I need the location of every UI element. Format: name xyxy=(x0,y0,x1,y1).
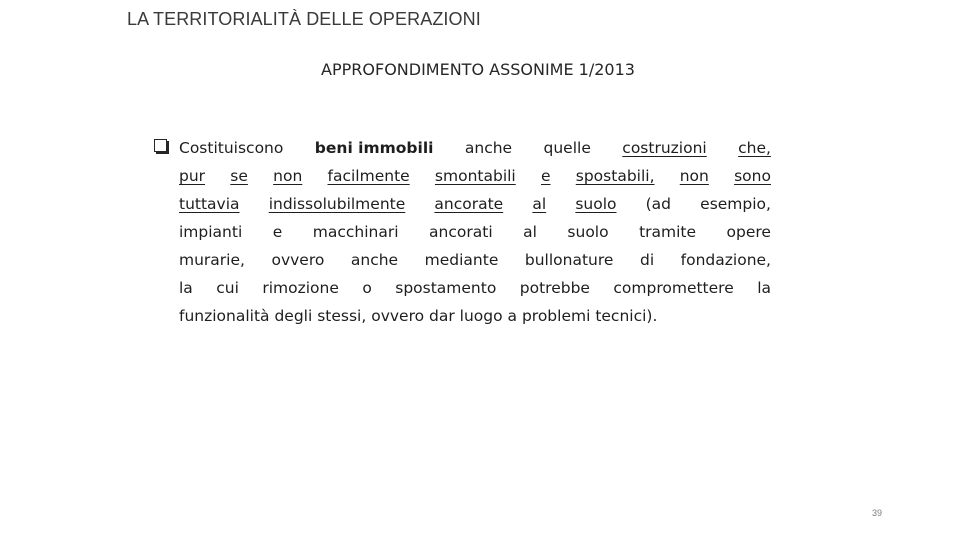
page-number: 39 xyxy=(871,508,882,518)
underlined-word: non xyxy=(273,167,303,185)
text-line-1 xyxy=(179,134,771,162)
text-word: o xyxy=(362,279,372,297)
text-line-3 xyxy=(179,190,771,218)
underlined-word: se xyxy=(230,167,248,185)
underlined-word: non xyxy=(679,167,709,185)
underlined-word: suolo xyxy=(575,195,617,213)
text-line-6 xyxy=(179,274,771,302)
underlined-word: facilmente xyxy=(327,167,410,185)
text-line-7 xyxy=(179,302,771,330)
text-word: suolo xyxy=(567,223,609,241)
text-word: quelle xyxy=(543,139,591,157)
text-word: la xyxy=(757,279,771,297)
underlined-word: pur xyxy=(179,167,206,185)
underlined-word: indissolubilmente xyxy=(268,195,406,213)
text-word: spostamento xyxy=(395,279,497,297)
bullet-text xyxy=(179,134,771,330)
text-word: tramite xyxy=(639,223,697,241)
text-word: macchinari xyxy=(312,223,399,241)
text-word: la xyxy=(179,279,193,297)
underlined-word: sono xyxy=(734,167,771,185)
text-word: (ad xyxy=(645,195,672,213)
underlined-word: e xyxy=(540,167,551,185)
text-word: di xyxy=(639,251,655,269)
underlined-word: tuttavia xyxy=(179,195,240,213)
underlined-word: spostabili, xyxy=(575,167,655,185)
text-word: fondazione, xyxy=(680,251,771,269)
text-word: anche xyxy=(350,251,399,269)
bold-term: beni immobili xyxy=(314,139,434,157)
underlined-word: ancorate xyxy=(434,195,504,213)
checkbox-bullet-icon xyxy=(154,139,167,152)
text-word: anche xyxy=(464,139,513,157)
text-word: mediante xyxy=(424,251,499,269)
text-word: potrebbe xyxy=(519,279,590,297)
underlined-word: al xyxy=(532,195,547,213)
page-title: LA TERRITORIALITÀ DELLE OPERAZIONI xyxy=(127,9,481,29)
text-word: opere xyxy=(726,223,771,241)
underlined-word: che, xyxy=(738,139,771,157)
text-word: rimozione xyxy=(262,279,339,297)
text-word: Costituiscono xyxy=(179,139,284,157)
text-word: ovvero xyxy=(271,251,325,269)
underlined-word: costruzioni xyxy=(622,139,707,157)
text-word: cui xyxy=(216,279,239,297)
text-line-content: funzionalità degli stessi, ovvero dar luogo a problemi tecnici). xyxy=(179,307,658,325)
text-word: bullonature xyxy=(524,251,614,269)
text-word: ancorati xyxy=(429,223,493,241)
text-word: murarie, xyxy=(179,251,245,269)
underlined-word: smontabili xyxy=(434,167,516,185)
text-word: al xyxy=(523,223,537,241)
text-word: esempio, xyxy=(700,195,771,213)
text-word: e xyxy=(272,223,283,241)
text-line-4 xyxy=(179,218,771,246)
text-line-5 xyxy=(179,246,771,274)
slide-subtitle: APPROFONDIMENTO ASSONIME 1/2013 xyxy=(321,60,635,79)
text-line-2 xyxy=(179,162,771,190)
text-word: compromettere xyxy=(613,279,734,297)
text-word: impianti xyxy=(179,223,243,241)
